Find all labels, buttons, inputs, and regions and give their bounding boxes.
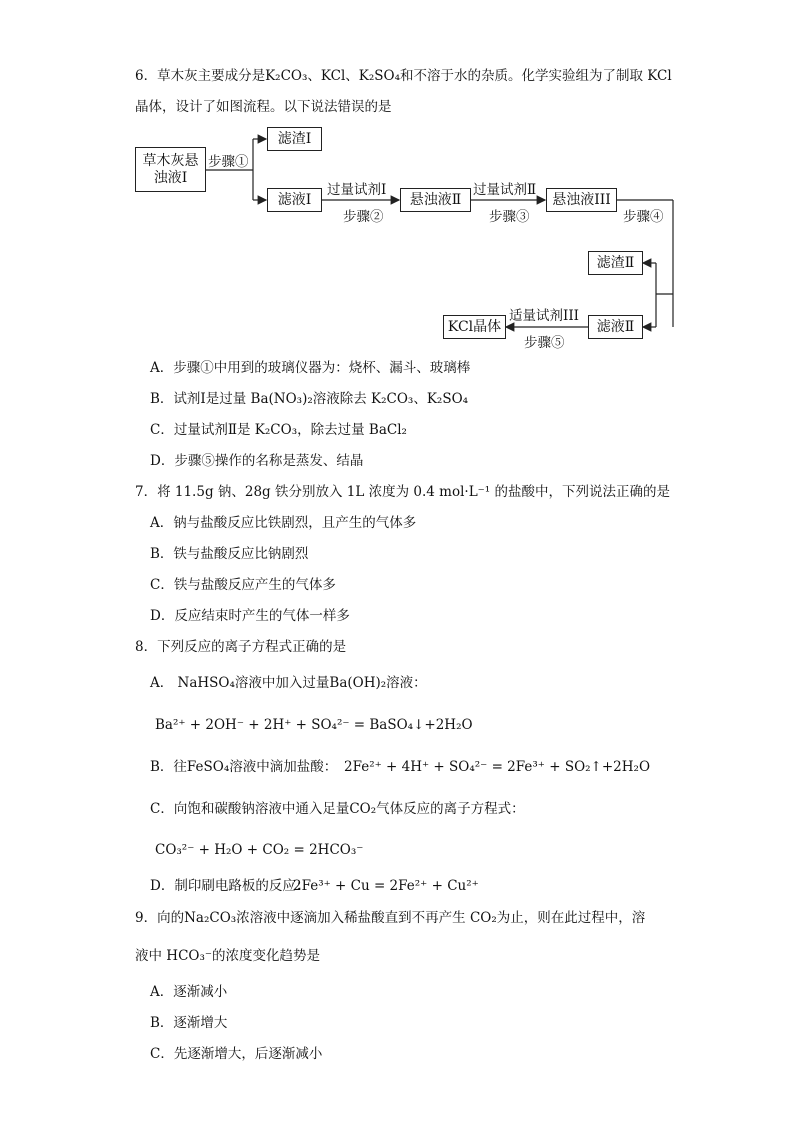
q8-option-c-equation: CO₃²⁻ + H₂O + CO₂ = 2HCO₃⁻ <box>155 842 364 858</box>
flow-label-reagent3: 适量试剂III <box>509 308 579 324</box>
q8-option-c-text: C．向饱和碳酸钠溶液中通入足量CO₂气体反应的离子方程式： <box>150 801 525 817</box>
q8-stem: 8．下列反应的离子方程式正确的是 <box>135 639 347 655</box>
flow-label-step3: 步骤③ <box>489 209 530 225</box>
q7-stem: 7．将 11.5g 钠、28g 铁分别放入 1L 浓度为 0.4 mol·L⁻¹ 的盐酸中，下列说法正确的是 <box>135 484 671 500</box>
flow-box-filtrate2: 滤液Ⅱ <box>588 315 643 339</box>
q8-option-a-equation: Ba²⁺ + 2OH⁻ + 2H⁺ + SO₄²⁻ = BaSO₄↓+2H₂O <box>155 717 473 733</box>
q6-option-d: D．步骤⑤操作的名称是蒸发、结晶 <box>150 453 364 469</box>
q7-option-c: C．铁与盐酸反应产生的气体多 <box>150 577 336 593</box>
q6-option-b: B．试剂Ⅰ是过量 Ba(NO₃)₂溶液除去 K₂CO₃、K₂SO₄ <box>150 391 469 407</box>
q7-option-b: B．铁与盐酸反应比钠剧烈 <box>150 546 309 562</box>
q9-option-c: C．先逐渐增大，后逐渐减小 <box>150 1046 323 1062</box>
flow-box-residue1: 滤渣Ⅰ <box>267 127 322 151</box>
flow-label-reagent1: 过量试剂Ⅰ <box>327 182 387 198</box>
flow-label-reagent2: 过量试剂Ⅱ <box>473 182 537 198</box>
q6-option-a: A．步骤①中用到的玻璃仪器为：烧杯、漏斗、玻璃棒 <box>150 360 471 376</box>
q9-stem-line2: 液中 HCO₃⁻的浓度变化趋势是 <box>135 948 320 964</box>
flow-label-step2: 步骤② <box>343 209 384 225</box>
flow-box-residue2: 滤渣Ⅱ <box>588 251 643 275</box>
q9-stem-line1: 9．向的Na₂CO₃浓溶液中逐滴加入稀盐酸直到不再产生 CO₂为止，则在此过程中，溶 <box>135 910 646 926</box>
flow-box-filtrate1: 滤液Ⅰ <box>267 188 322 212</box>
q7-option-d: D．反应结束时产生的气体一样多 <box>150 608 350 624</box>
q8-option-d-equation: 2Fe³⁺ + Cu = 2Fe²⁺ + Cu²⁺ <box>293 878 479 894</box>
flow-label-step1: 步骤① <box>208 154 249 170</box>
q8-option-a-text: A． NaHSO₄溶液中加入过量Ba(OH)₂溶液： <box>150 675 427 691</box>
q8-option-b-text: B．往FeSO₄溶液中滴加盐酸： <box>150 759 338 775</box>
q8-option-b-equation: 2Fe²⁺ + 4H⁺ + SO₄²⁻ = 2Fe³⁺ + SO₂↑+2H₂O <box>344 759 651 775</box>
q9-option-a: A．逐渐减小 <box>150 984 228 1000</box>
flow-connectors <box>0 0 794 360</box>
flow-label-step5: 步骤⑤ <box>524 335 565 351</box>
flow-box-start: 草木灰悬浊液Ⅰ <box>135 147 206 192</box>
q6-stem-line2: 晶体，设计了如图流程。以下说法错误的是 <box>135 99 392 115</box>
q9-option-b: B．逐渐增大 <box>150 1015 228 1031</box>
flow-box-susp2: 悬浊液Ⅱ <box>400 188 471 212</box>
q7-option-a: A．钠与盐酸反应比铁剧烈，且产生的气体多 <box>150 515 417 531</box>
q6-option-c: C．过量试剂Ⅱ是 K₂CO₃，除去过量 BaCl₂ <box>150 422 407 438</box>
flow-box-kcl: KCl晶体 <box>443 315 506 339</box>
q6-stem-line1: 6．草木灰主要成分是K₂CO₃、KCl、K₂SO₄和不溶于水的杂质。化学实验组为了制取 KCl <box>135 68 672 84</box>
q8-option-d-text: D．制印刷电路板的反应： <box>150 878 310 894</box>
flow-label-step4: 步骤④ <box>623 209 664 225</box>
flow-box-susp3: 悬浊液III <box>546 188 617 212</box>
